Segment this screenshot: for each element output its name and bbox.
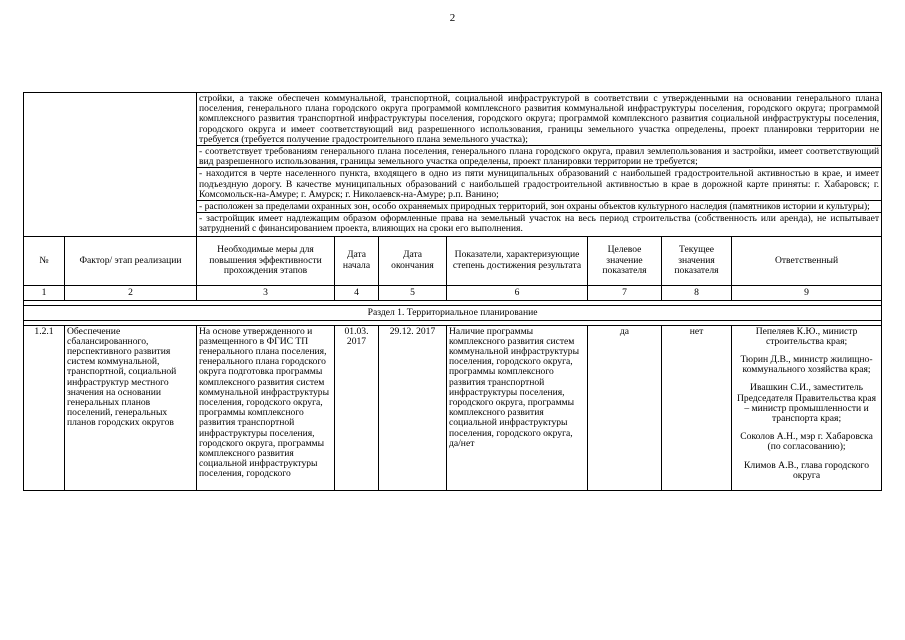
continuation-row — [24, 93, 882, 237]
header-responsible: Ответственный — [732, 236, 882, 285]
responsible-person: Климов А.В., глава городского округа — [744, 459, 870, 481]
roadmap-table — [23, 92, 882, 491]
responsible-person: Пепеляев К.Ю., министр строительства края; — [755, 325, 858, 347]
row-end: 29.12. 2017 — [379, 325, 447, 490]
continuation-left-empty — [24, 93, 197, 237]
column-number: 5 — [379, 285, 447, 300]
continuation-paragraph: - находится в черте населенного пункта, входящего в одно из пяти муниципальных образований с наибольшей градостроительной активностью в крае, и имеет подъездную дорогу. В качестве муниципальных образований с наибольшей градостроительной активностью в крае в дорожной карте приняты: г. Хабаровск; г. Комсомольск-на-Амуре; г. Амурск; г. Николаевск-на-Амуре; р.п. Ванино; — [199, 168, 880, 200]
header-end: Дата окончания — [379, 236, 447, 285]
responsible-person: Соколов А.Н., мэр г. Хабаровска (по согласованию); — [740, 431, 873, 453]
column-number: 2 — [65, 285, 197, 300]
header-num: № — [24, 236, 65, 285]
row-indicators: Наличие программы комплексного развития систем коммунальной инфраструктуры поселения, городского округа, программы комплексного развития транспортной инфраструктуры поселения, городского округа, программы комплексного развития социальной инфраструктуры поселения, городского округа, да/нет — [447, 325, 588, 490]
row-num: 1.2.1 — [24, 325, 65, 490]
row-responsible — [732, 325, 882, 490]
page-number: 2 — [449, 12, 456, 24]
continuation-paragraph: стройки, а также обеспечен коммунальной, транспортной, социальной инфраструктурой в соответствии с утвержденными на основании генерального плана поселения, генерального плана городского округа программой комплексного развития коммунальной инфраструктуры поселения, городского округа; программой комплексного развития транспортной инфраструктуры поселения, городского округа; программой комплексного развития социальной инфраструктуры поселения, городского округа и имеет соответствующий вид разрешенного использования, границы земельного участка определены, проект планировки территории не требуется (требуется получение градостроительного плана земельного участка); — [199, 93, 880, 145]
column-number: 3 — [197, 285, 335, 300]
table-row — [24, 325, 882, 490]
continuation-text — [197, 93, 882, 237]
row-target: да — [588, 325, 662, 490]
responsible-person: Тюрин Д.В., министр жилищно-коммунального хозяйства края; — [740, 354, 873, 376]
header-start: Дата начала — [335, 236, 379, 285]
row-factor: Обеспечение сбалансированного, перспективного развития систем коммунальной, транспортной, социальной инфраструктур местного значения на основании генеральных планов поселений, генеральных планов городских округов — [65, 325, 197, 490]
header-target: Целевое значение показателя — [588, 236, 662, 285]
header-indicators: Показатели, характеризующие степень достижения результата — [447, 236, 588, 285]
header-measures: Необходимые меры для повышения эффективности прохождения этапов — [197, 236, 335, 285]
continuation-paragraph: - соответствует требованиям генерального плана поселения, генерального плана городского округа, правил землепользования и застройки, имеет соответствующий вид разрешенного использования, границы земельного участка определены, проект планировки территории не требуется; — [199, 146, 880, 168]
column-number-row — [24, 285, 882, 300]
header-factor: Фактор/ этап реализации — [65, 236, 197, 285]
column-number: 1 — [24, 285, 65, 300]
column-number: 6 — [447, 285, 588, 300]
header-row — [24, 236, 882, 285]
row-current: нет — [662, 325, 732, 490]
row-measures: На основе утвержденного и размещенного в ФГИС ТП генерального плана поселения, генерального плана городского округа подготовка программы комплексного развития систем коммунальной инфраструктуры поселения, городского округа, программы комплексного развития транспортной инфраструктуры поселения, городского округа, программы комплексного развития социальной инфраструктуры поселения, городского — [197, 325, 335, 490]
section-title: Раздел 1. Территориальное планирование — [24, 305, 882, 320]
header-current: Текущее значения показателя — [662, 236, 732, 285]
responsible-person: Ивашкин С.И., заместитель Председателя Правительства края – министр промышленности и транспорта края; — [737, 382, 877, 425]
column-number: 8 — [662, 285, 732, 300]
continuation-paragraph: - застройщик имеет надлежащим образом оформленные права на земельный участок на весь период строительства (собственность или аренда), не испытывает затруднений с финансированием проекта, влияющих на сроки его выполнения. — [199, 213, 880, 235]
continuation-paragraph: - расположен за пределами охранных зон, особо охраняемых природных территорий, зон охраны объектов культурного наследия (памятников истории и культуры); — [197, 200, 881, 212]
row-start: 01.03. 2017 — [335, 325, 379, 490]
column-number: 4 — [335, 285, 379, 300]
section-row — [24, 305, 882, 320]
column-number: 7 — [588, 285, 662, 300]
column-number: 9 — [732, 285, 882, 300]
